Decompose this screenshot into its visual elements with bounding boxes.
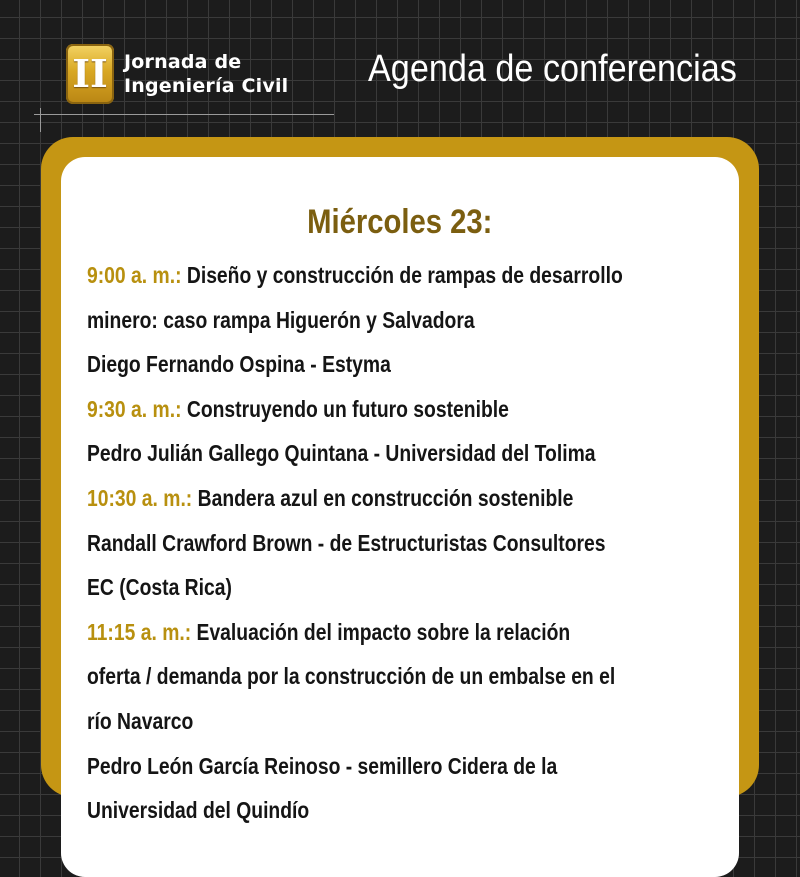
session-time: 10:30 a. m.: <box>87 484 193 511</box>
session-speaker-continued: Universidad del Quindío <box>87 797 310 824</box>
session-time: 11:15 a. m.: <box>87 618 192 645</box>
session-title: 9:30 a. m.: Construyendo un futuro sostenible <box>87 395 509 422</box>
logo-line-2: Ingeniería Civil <box>124 75 289 97</box>
header <box>0 0 800 130</box>
session-title: 10:30 a. m.: Bandera azul en construcción sostenible <box>87 484 574 511</box>
session-time: 9:00 a. m.: <box>87 262 182 288</box>
session-speaker: Diego Fernando Ospina - Estyma <box>87 351 391 378</box>
session-time: 9:30 a. m.: <box>87 395 182 422</box>
session-title: 11:15 a. m.: Evaluación del impacto sobre la relación <box>87 618 571 645</box>
day-heading <box>0 200 800 244</box>
session-speaker: Randall Crawford Brown - de Estructuristas Consultores <box>87 529 606 556</box>
page-title: Agenda de conferencias <box>368 48 737 90</box>
day-heading-text: Miércoles 23: <box>307 203 493 241</box>
session-title-continued: oferta / demanda por la construcción de un embalse en el <box>87 663 616 690</box>
event-logo-text <box>124 50 288 98</box>
session-speaker: Pedro Julián Gallego Quintana - Universidad del Tolima <box>87 440 596 467</box>
agenda-list <box>87 256 727 836</box>
decorative-line-vertical <box>40 108 41 132</box>
session-speaker-continued: EC (Costa Rica) <box>87 574 232 601</box>
session-speaker: Pedro León García Reinoso - semillero Cidera de la <box>87 752 558 779</box>
session-title-continued: río Navarco <box>87 707 194 734</box>
decorative-line-horizontal <box>34 114 334 115</box>
event-logo-badge: II <box>66 44 114 104</box>
session-title: 9:00 a. m.: Diseño y construcción de rampas de desarrollo <box>87 262 623 288</box>
logo-line-1: Jornada de <box>124 51 242 73</box>
session-title-continued: minero: caso rampa Higuerón y Salvadora <box>87 306 475 333</box>
